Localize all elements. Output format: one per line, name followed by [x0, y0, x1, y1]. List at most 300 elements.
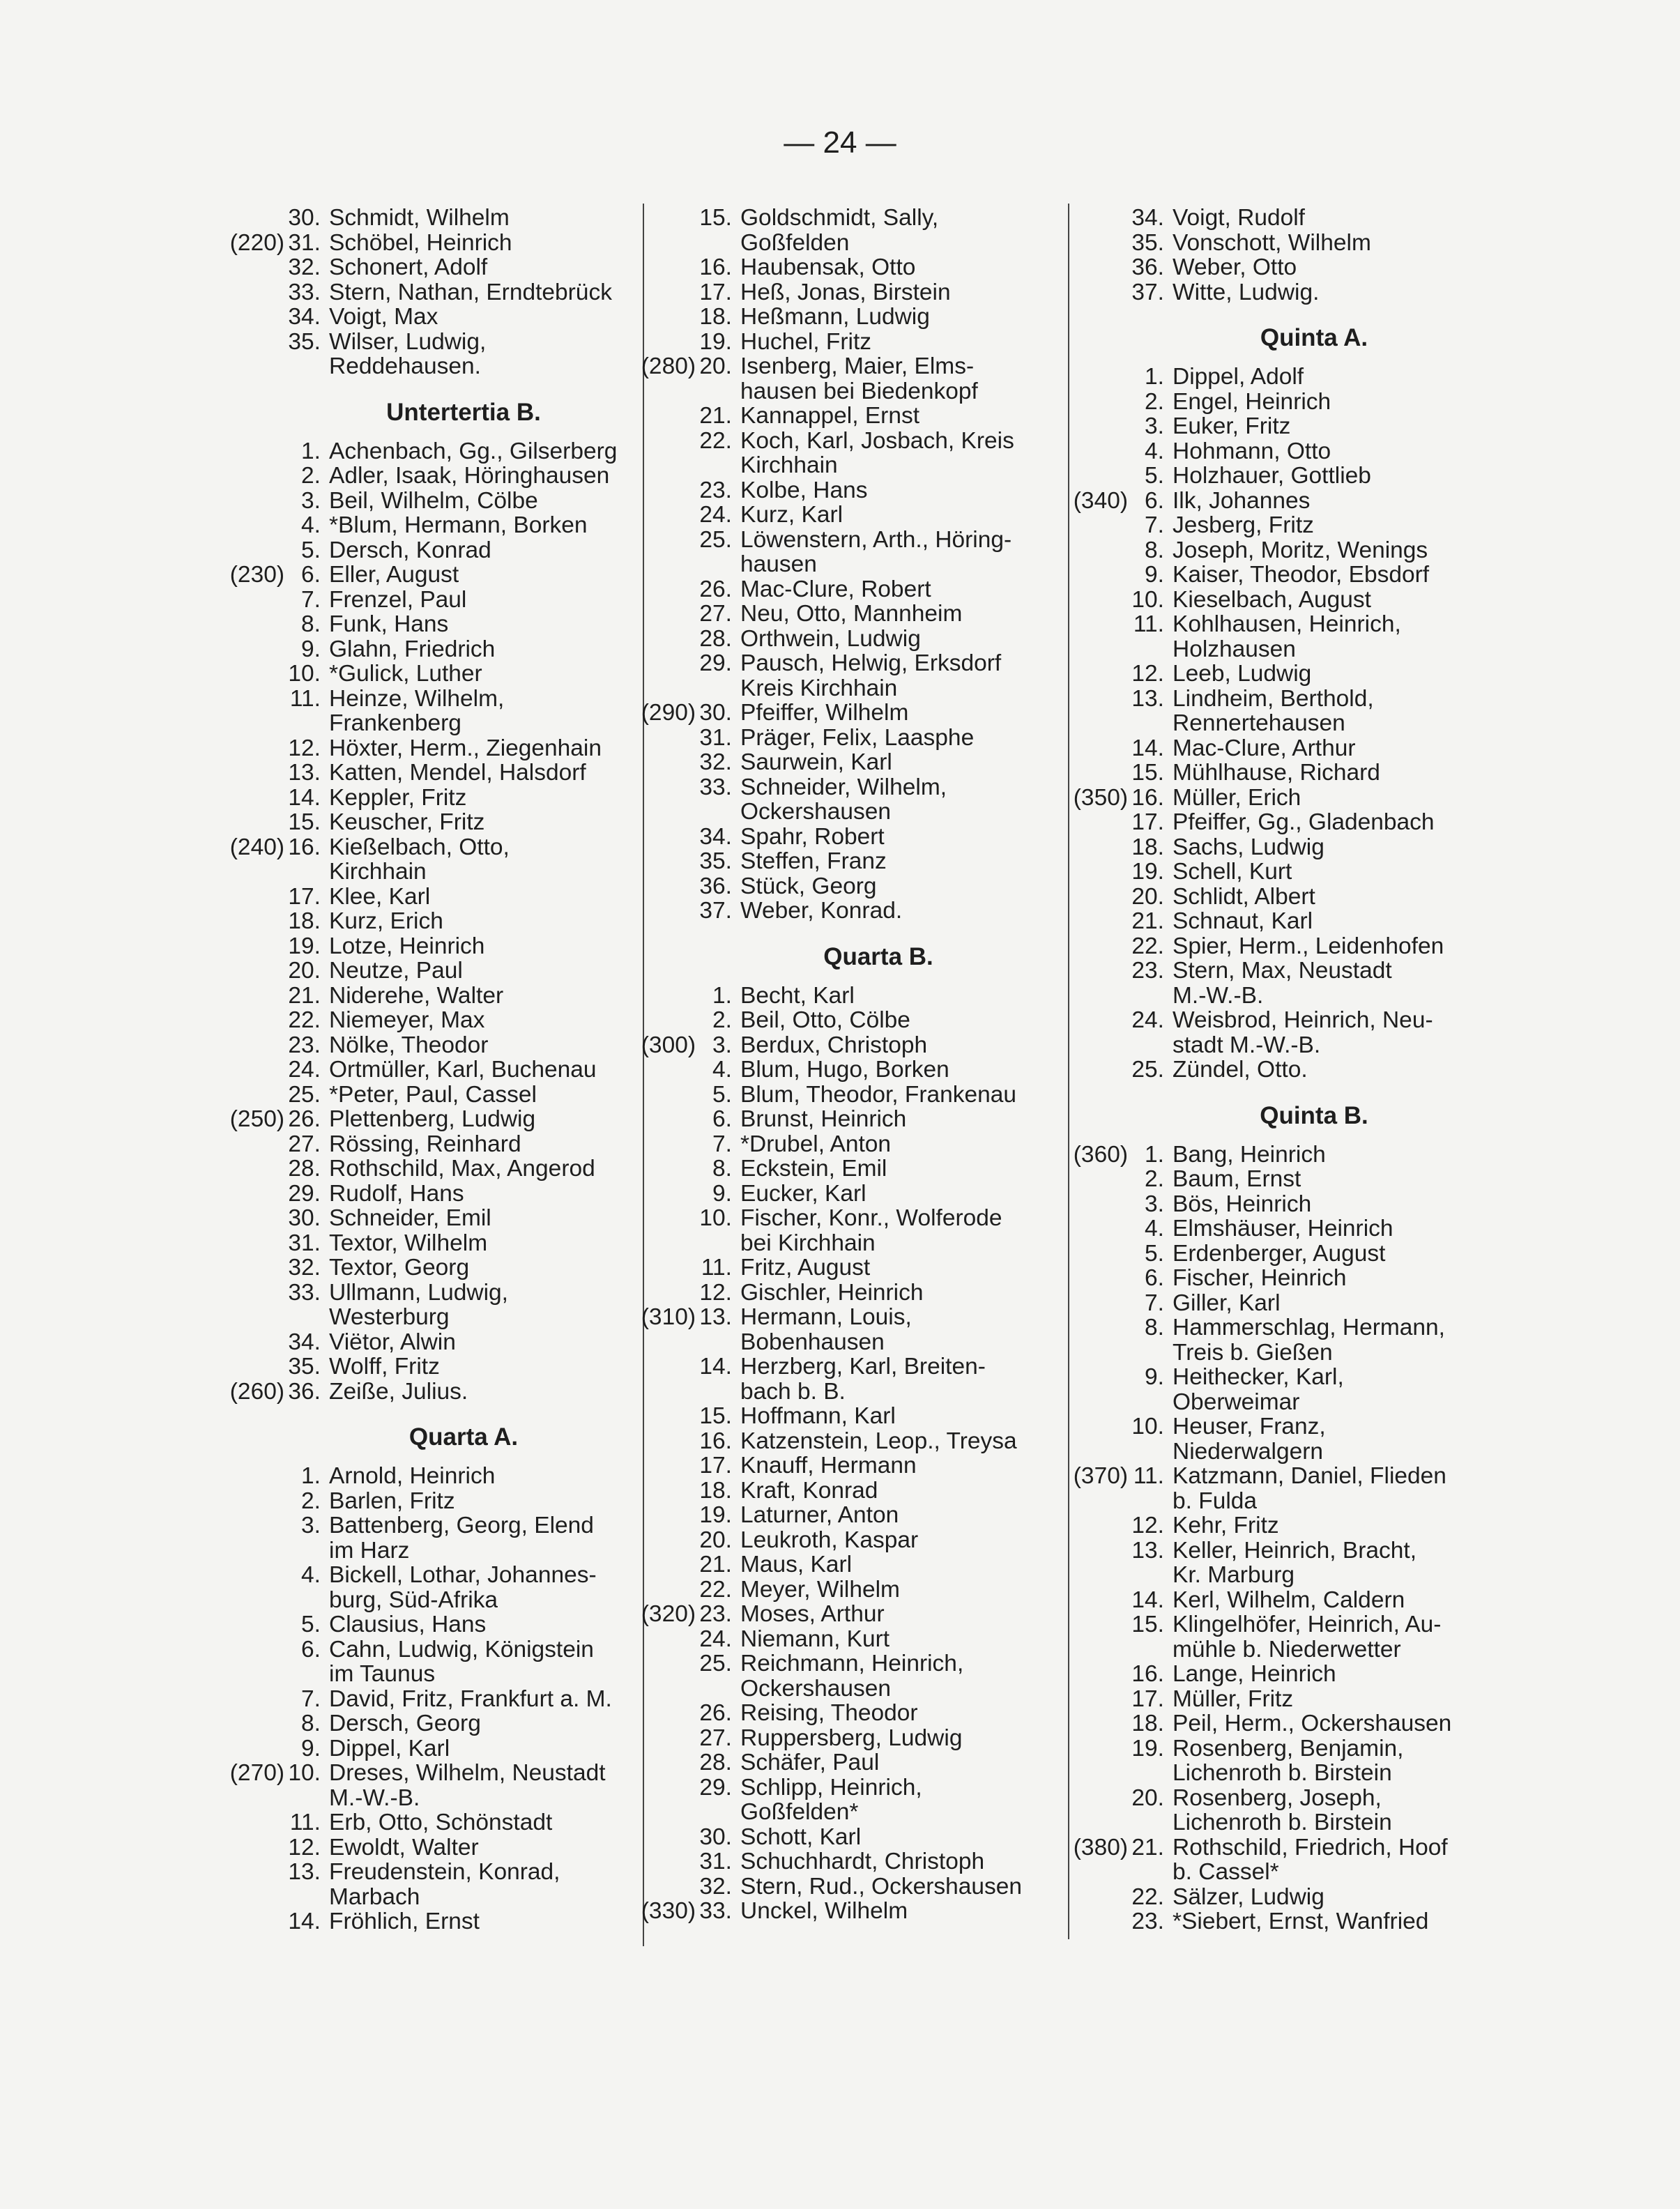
- student-name: Voigt, Rudolf: [1173, 205, 1305, 231]
- running-count: [209, 280, 287, 305]
- running-count: [1053, 390, 1131, 415]
- student-name: Weber, Otto: [1173, 254, 1297, 280]
- entry-number: 2.: [1145, 1166, 1164, 1192]
- student-name: Wolff, Fritz: [329, 1354, 440, 1379]
- running-count: [620, 874, 698, 899]
- entry-number: 25.: [1131, 1057, 1164, 1083]
- running-count: [1053, 439, 1131, 464]
- running-count: [209, 305, 287, 330]
- roster-entry: [620, 280, 1060, 305]
- roster-entry: [620, 849, 1060, 874]
- entry-number: 15.: [1131, 760, 1164, 786]
- roster-entry: [209, 563, 641, 588]
- running-count: [620, 1132, 698, 1157]
- student-name: Klee, Karl: [329, 883, 431, 910]
- running-count: [620, 305, 698, 330]
- entry-number: 31.: [699, 1849, 732, 1874]
- entry-number: 30.: [288, 205, 321, 231]
- roster-entry: [209, 305, 641, 330]
- running-count: [1053, 1538, 1131, 1588]
- entry-number: 6.: [1145, 487, 1164, 514]
- student-name: Vonschott, Wilhelm: [1173, 229, 1371, 256]
- student-name: Koch, Karl, Josbach, Kreis Kirchhain: [740, 427, 1014, 478]
- roster-entry: [620, 1528, 1060, 1553]
- student-name: Barlen, Fritz: [329, 1488, 455, 1514]
- entry-number: 23.: [699, 477, 732, 503]
- entry-number: 11.: [289, 1810, 321, 1835]
- running-count: [209, 1231, 287, 1256]
- entry-number: 37.: [1131, 279, 1164, 305]
- student-name: Kießelbach, Otto, Kirchhain: [329, 834, 510, 885]
- roster-entry: [1053, 439, 1499, 464]
- roster-entry: [1053, 612, 1499, 662]
- entry-number: 3.: [1145, 413, 1164, 439]
- entry-number: 22.: [699, 427, 732, 454]
- roster-entry: [209, 489, 641, 514]
- entry-number: 15.: [1131, 1612, 1164, 1637]
- running-count: [209, 1464, 287, 1489]
- entry-number: 22.: [1131, 1883, 1164, 1910]
- running-count: [620, 1503, 698, 1528]
- roster-entry: [620, 1008, 1060, 1033]
- running-count: [209, 760, 287, 786]
- student-name: Baum, Ernst: [1173, 1166, 1301, 1192]
- student-name: Eucker, Karl: [740, 1180, 866, 1207]
- student-name: Textor, Wilhelm: [329, 1230, 488, 1256]
- roster-entry: [209, 1182, 641, 1207]
- roster-entry: [1053, 1057, 1499, 1083]
- student-name: Mühlhause, Richard: [1173, 760, 1380, 786]
- student-name: Stern, Max, Neustadt M.-W.-B.: [1173, 958, 1392, 1009]
- entry-number: 34.: [1131, 205, 1164, 231]
- roster-entry: [209, 958, 641, 984]
- student-name: Bickell, Lothar, Johannes- burg, Süd-Afrika: [329, 1562, 597, 1613]
- roster-entry: [620, 1651, 1060, 1701]
- roster-entry: [209, 662, 641, 687]
- student-name: Erdenberger, August: [1173, 1240, 1386, 1267]
- roster-entry: [1053, 1414, 1499, 1464]
- student-name: Moses, Arthur: [740, 1601, 885, 1627]
- entry-number: 23.: [699, 1601, 732, 1627]
- student-name: Schlipp, Heinrich, Goßfelden*: [740, 1774, 922, 1825]
- entry-number: 21.: [1131, 1834, 1164, 1860]
- running-count: [620, 984, 698, 1009]
- running-count: [209, 206, 287, 231]
- running-count: [209, 810, 287, 835]
- student-name: Funk, Hans: [329, 611, 449, 637]
- roster-entry: [1053, 1588, 1499, 1613]
- entry-number: 4.: [1145, 1216, 1164, 1241]
- entry-number: 24.: [699, 1626, 732, 1652]
- entry-number: 12.: [288, 1834, 321, 1860]
- entry-number: 25.: [699, 1651, 732, 1676]
- running-count: [1053, 206, 1131, 231]
- column-1: [209, 206, 641, 1934]
- running-count: [1053, 1513, 1131, 1538]
- student-name: Weisbrod, Heinrich, Neu- stadt M.-W.-B.: [1173, 1007, 1433, 1058]
- roster-entry: [620, 874, 1060, 899]
- roster-entry: [620, 1182, 1060, 1207]
- entry-number: 16.: [1131, 784, 1164, 811]
- student-name: Hammerschlag, Hermann, Treis b. Gießen: [1173, 1315, 1445, 1366]
- student-name: Weber, Konrad.: [740, 898, 903, 924]
- student-name: Lindheim, Berthold, Rennertehausen: [1173, 685, 1374, 736]
- roster-entry: [209, 1761, 641, 1810]
- roster-entry: [209, 1083, 641, 1108]
- running-count: [1053, 1266, 1131, 1291]
- entry-number: 18.: [1131, 1711, 1164, 1736]
- roster-entry: [620, 602, 1060, 627]
- roster-entry: [209, 984, 641, 1009]
- roster-entry: [209, 1513, 641, 1563]
- student-name: Unckel, Wilhelm: [740, 1898, 908, 1924]
- entry-number: 8.: [301, 1711, 321, 1736]
- roster-entry: [1053, 255, 1499, 280]
- student-name: Schneider, Emil: [329, 1205, 491, 1231]
- roster-entry: [209, 1132, 641, 1157]
- roster-entry: [209, 1909, 641, 1934]
- entry-number: 34.: [288, 1329, 321, 1355]
- running-count: [1053, 563, 1131, 588]
- student-name: Meyer, Wilhelm: [740, 1576, 900, 1603]
- running-count: [1053, 538, 1131, 563]
- roster-entry: [1053, 736, 1499, 761]
- entry-number: 31.: [288, 1230, 321, 1256]
- roster-entry: [1053, 390, 1499, 415]
- entry-number: 32.: [288, 1255, 321, 1281]
- roster-entry: [209, 330, 641, 379]
- running-count: [209, 1810, 287, 1835]
- running-count: [209, 958, 287, 984]
- entry-number: 4.: [301, 1562, 321, 1588]
- student-name: Fritz, August: [740, 1255, 871, 1281]
- roster-entry: [209, 1033, 641, 1058]
- entry-number: 9.: [1145, 562, 1164, 588]
- section-heading: Untertertia B.: [386, 398, 541, 426]
- student-name: Neutze, Paul: [329, 958, 463, 984]
- running-count: (230): [229, 562, 284, 588]
- roster-entry: [1053, 1008, 1499, 1057]
- roster-entry: [1053, 280, 1499, 305]
- roster-entry: [209, 280, 641, 305]
- entry-number: 2.: [301, 463, 321, 489]
- entry-number: 28.: [699, 1750, 732, 1775]
- student-name: Blum, Theodor, Frankenau: [740, 1081, 1017, 1108]
- entry-number: 16.: [1131, 1661, 1164, 1687]
- entry-number: 13.: [288, 1859, 321, 1885]
- entry-number: 14.: [1131, 1587, 1164, 1613]
- entry-number: 11.: [1133, 611, 1164, 637]
- student-name: Schmidt, Wilhelm: [329, 205, 510, 231]
- roster-entry: [620, 1478, 1060, 1504]
- entry-number: 18.: [699, 304, 732, 330]
- roster-entry: [209, 1464, 641, 1489]
- running-count: [209, 1330, 287, 1355]
- running-count: [620, 1429, 698, 1454]
- roster-entry: [209, 934, 641, 959]
- roster-entry: [209, 1008, 641, 1033]
- running-count: [209, 255, 287, 280]
- student-name: Erb, Otto, Schönstadt: [329, 1810, 553, 1835]
- running-count: [1053, 1786, 1131, 1835]
- running-count: [209, 687, 287, 736]
- student-name: Löwenstern, Arth., Höring- hausen: [740, 526, 1012, 577]
- student-name: Bang, Heinrich: [1173, 1141, 1326, 1168]
- entry-number: 29.: [288, 1180, 321, 1207]
- running-count: [620, 255, 698, 280]
- roster-entry: [620, 1305, 1060, 1354]
- roster-entry: [1053, 1687, 1499, 1712]
- entry-number: 22.: [1131, 933, 1164, 959]
- roster-entry: [620, 404, 1060, 429]
- student-name: Frenzel, Paul: [329, 586, 467, 613]
- running-count: (240): [229, 834, 284, 860]
- roster-entry: [1053, 563, 1499, 588]
- entry-number: 2.: [1145, 388, 1164, 415]
- entry-number: 7.: [301, 1686, 321, 1712]
- student-name: Zeiße, Julius.: [329, 1378, 468, 1405]
- student-name: Kurz, Erich: [329, 908, 443, 934]
- running-count: [1053, 1291, 1131, 1316]
- student-name: Euker, Fritz: [1173, 413, 1291, 439]
- entry-number: 19.: [288, 933, 321, 959]
- roster-entry: [1053, 1538, 1499, 1588]
- student-name: Stück, Georg: [740, 873, 877, 899]
- running-count: (350): [1073, 784, 1128, 811]
- student-name: Ruppersberg, Ludwig: [740, 1725, 963, 1751]
- roster-entry: [209, 439, 641, 464]
- running-count: [209, 934, 287, 959]
- student-name: Plettenberg, Ludwig: [329, 1106, 536, 1132]
- student-name: Knauff, Hermann: [740, 1453, 917, 1478]
- running-count: [209, 662, 287, 687]
- roster-entry: [209, 1810, 641, 1835]
- roster-entry: [620, 1107, 1060, 1132]
- entry-number: 8.: [1145, 537, 1164, 563]
- running-count: [1053, 909, 1131, 934]
- student-name: Fischer, Konr., Wolferode bei Kirchhain: [740, 1205, 1002, 1256]
- student-name: Laturner, Anton: [740, 1502, 899, 1528]
- entry-number: 36.: [699, 873, 732, 899]
- roster-entry: [1053, 1612, 1499, 1662]
- student-name: Kehr, Fritz: [1173, 1513, 1279, 1538]
- roster-entry: [1053, 1291, 1499, 1316]
- running-count: [1053, 687, 1131, 736]
- running-count: [1053, 231, 1131, 256]
- entry-number: 24.: [288, 1057, 321, 1083]
- running-count: [209, 909, 287, 934]
- running-count: [620, 503, 698, 528]
- student-name: Schöbel, Heinrich: [329, 229, 512, 256]
- entry-number: 10.: [288, 661, 321, 687]
- entry-number: 25.: [288, 1081, 321, 1108]
- section-heading: Quarta B.: [823, 942, 933, 970]
- roster-entry: [1053, 1513, 1499, 1538]
- student-name: David, Fritz, Frankfurt a. M.: [329, 1686, 612, 1712]
- running-count: [209, 439, 287, 464]
- entry-number: 9.: [301, 1735, 321, 1761]
- roster-entry: [620, 726, 1060, 751]
- student-name: Herzberg, Karl, Breiten- bach b. B.: [740, 1354, 986, 1405]
- student-name: Zündel, Otto.: [1173, 1057, 1308, 1083]
- student-name: Dippel, Adolf: [1173, 364, 1304, 390]
- running-count: [209, 984, 287, 1009]
- running-count: (250): [229, 1106, 284, 1132]
- roster-entry: [209, 206, 641, 231]
- roster-entry: [620, 1354, 1060, 1404]
- roster-entry: [1053, 1662, 1499, 1687]
- running-count: [1053, 612, 1131, 662]
- entry-number: 29.: [699, 1774, 732, 1801]
- running-count: [620, 429, 698, 478]
- running-count: [620, 1255, 698, 1281]
- entry-number: 7.: [301, 586, 321, 613]
- running-count: [209, 637, 287, 662]
- roster-entry: [620, 1552, 1060, 1577]
- running-count: [209, 538, 287, 563]
- entry-number: 36.: [1131, 254, 1164, 280]
- student-name: Schnaut, Karl: [1173, 908, 1313, 934]
- entry-number: 16.: [288, 834, 321, 860]
- entry-number: 19.: [1131, 1735, 1164, 1761]
- entry-number: 1.: [1145, 364, 1164, 390]
- running-count: [620, 1528, 698, 1553]
- running-count: [1053, 1588, 1131, 1613]
- running-count: (260): [229, 1378, 284, 1405]
- roster-entry: [620, 429, 1060, 478]
- running-count: [620, 1057, 698, 1083]
- student-name: Voigt, Max: [329, 304, 438, 330]
- entry-number: 19.: [699, 1502, 732, 1528]
- entry-number: 20.: [288, 958, 321, 984]
- roster-entry: [1053, 1266, 1499, 1291]
- student-name: Heithecker, Karl, Oberweimar: [1173, 1364, 1344, 1415]
- roster-entry: [209, 538, 641, 563]
- entry-number: 30.: [288, 1205, 321, 1231]
- student-name: Stern, Nathan, Erndtebrück: [329, 279, 612, 305]
- roster-entry: [620, 1775, 1060, 1825]
- entry-number: 12.: [1131, 661, 1164, 687]
- running-count: [209, 588, 287, 613]
- entry-number: 21.: [699, 403, 732, 429]
- entry-number: 16.: [699, 1428, 732, 1454]
- entry-number: 19.: [1131, 859, 1164, 885]
- entry-number: 4.: [301, 512, 321, 538]
- student-name: Haubensak, Otto: [740, 254, 916, 280]
- entry-number: 27.: [699, 1725, 732, 1751]
- entry-number: 35.: [288, 328, 321, 355]
- entry-number: 21.: [699, 1552, 732, 1577]
- student-name: Battenberg, Georg, Elend im Harz: [329, 1513, 594, 1564]
- student-name: Wilser, Ludwig, Reddehausen.: [329, 328, 487, 379]
- student-name: Ortmüller, Karl, Buchenau: [329, 1057, 597, 1083]
- entry-number: 31.: [288, 229, 321, 256]
- roster-entry: [1053, 1365, 1499, 1414]
- student-name: Elmshäuser, Heinrich: [1173, 1216, 1393, 1241]
- running-count: [620, 1354, 698, 1404]
- entry-number: 2.: [712, 1007, 732, 1033]
- entry-number: 33.: [699, 1898, 732, 1924]
- entry-number: 14.: [288, 1909, 321, 1934]
- entry-number: 23.: [1131, 958, 1164, 984]
- running-count: [209, 1255, 287, 1281]
- student-name: Saurwein, Karl: [740, 749, 892, 775]
- student-name: Ewoldt, Walter: [329, 1834, 479, 1860]
- entry-number: 14.: [699, 1354, 732, 1379]
- student-name: Cahn, Ludwig, Königstein im Taunus: [329, 1636, 594, 1687]
- running-count: [1053, 835, 1131, 860]
- running-count: [620, 577, 698, 602]
- entry-number: 27.: [699, 601, 732, 627]
- roster-entry: [620, 1750, 1060, 1775]
- student-name: Blum, Hugo, Borken: [740, 1057, 949, 1083]
- roster-entry: [1053, 687, 1499, 736]
- student-name: Berdux, Christoph: [740, 1032, 928, 1058]
- entry-number: 30.: [699, 700, 732, 726]
- running-count: [1053, 1612, 1131, 1662]
- running-count: [209, 1008, 287, 1033]
- student-name: Katten, Mendel, Halsdorf: [329, 760, 586, 786]
- roster-entry: [620, 701, 1060, 726]
- running-count: [620, 1775, 698, 1825]
- running-count: [1053, 1216, 1131, 1241]
- roster-entry: [620, 330, 1060, 355]
- running-count: [209, 513, 287, 538]
- running-count: [1053, 934, 1131, 959]
- roster-entry: [1053, 1711, 1499, 1736]
- student-name: Höxter, Herm., Ziegenhain: [329, 735, 602, 761]
- running-count: [209, 1513, 287, 1563]
- running-count: [1053, 859, 1131, 885]
- running-count: [620, 899, 698, 924]
- running-count: [620, 1651, 698, 1701]
- roster-entry: [1053, 513, 1499, 538]
- roster-entry: [209, 255, 641, 280]
- entry-number: 10.: [699, 1205, 732, 1231]
- student-name: Heinze, Wilhelm, Frankenberg: [329, 685, 505, 736]
- student-name: Kraft, Konrad: [740, 1477, 878, 1504]
- roster-entry: [1053, 1142, 1499, 1168]
- entry-number: 11.: [289, 685, 321, 712]
- roster-entry: [620, 1453, 1060, 1478]
- roster-entry: [1053, 1192, 1499, 1217]
- roster-entry: [1053, 786, 1499, 811]
- running-count: [620, 1107, 698, 1132]
- entry-number: 5.: [1145, 1240, 1164, 1267]
- running-count: [620, 1726, 698, 1751]
- running-count: [620, 1182, 698, 1207]
- roster-entry: [620, 1701, 1060, 1726]
- running-count: (320): [641, 1601, 696, 1627]
- student-name: *Peter, Paul, Cassel: [329, 1081, 537, 1108]
- roster-entry: [620, 775, 1060, 825]
- roster-entry: [620, 255, 1060, 280]
- running-count: [1053, 760, 1131, 786]
- running-count: [620, 849, 698, 874]
- roster-entry: [620, 478, 1060, 503]
- running-count: [1053, 1315, 1131, 1365]
- roster-entry: [620, 1083, 1060, 1108]
- entry-number: 18.: [1131, 834, 1164, 860]
- entry-number: 7.: [1145, 512, 1164, 538]
- student-name: Stern, Rud., Ockershausen: [740, 1873, 1023, 1900]
- roster-entry: [620, 503, 1060, 528]
- entry-number: 3.: [1145, 1191, 1164, 1217]
- student-name: Kieselbach, August: [1173, 586, 1371, 613]
- entry-number: 18.: [288, 908, 321, 934]
- entry-number: 14.: [1131, 735, 1164, 761]
- roster-entry: [620, 1404, 1060, 1429]
